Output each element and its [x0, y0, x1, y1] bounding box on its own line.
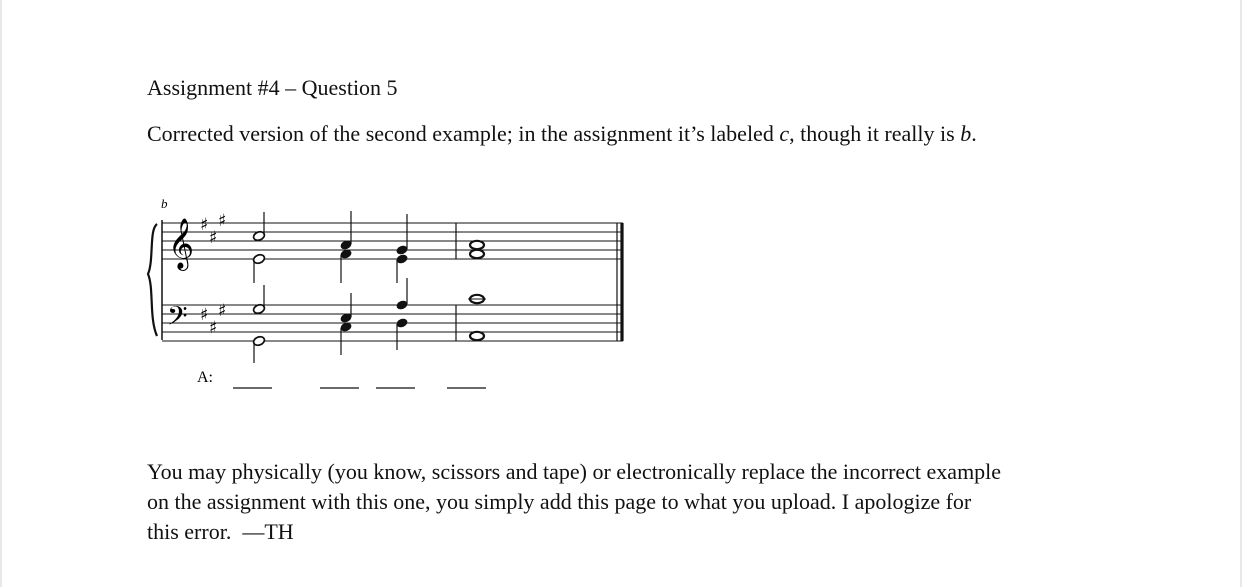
intro-label-c: c — [779, 121, 790, 146]
key-sharp-g-bass: ♯ — [218, 301, 227, 321]
chord-1 — [252, 212, 265, 363]
example-label: b — [161, 196, 168, 211]
bass-staff — [162, 305, 623, 341]
key-sharp-f-treble: ♯ — [200, 215, 209, 235]
closing-line-1: You may physically (you know, scissors and tape) or electronically replace the incorrect example — [147, 459, 1002, 484]
key-label: A: — [197, 369, 213, 386]
score-svg — [140, 190, 640, 400]
key-sharp-g-treble: ♯ — [218, 211, 227, 231]
chord-4 — [468, 241, 486, 340]
chord-2 — [339, 211, 352, 355]
intro-text-1: Corrected version of the second example; in the assignment it’s labeled — [147, 121, 780, 146]
key-sharp-c-treble: ♯ — [209, 228, 218, 248]
intro-label-b: b — [960, 121, 972, 146]
closing-line-2: on the assignment with this one, you simply add this page to what you upload. I apologize for — [147, 489, 972, 514]
page-edge-left — [0, 0, 2, 587]
intro-text-3: . — [971, 121, 977, 146]
intro-text-2: , though it really is — [789, 121, 961, 146]
intro-paragraph — [147, 120, 977, 148]
key-sharp-c-bass: ♯ — [209, 318, 218, 338]
key-sharp-f-bass: ♯ — [200, 305, 209, 325]
chord-3 — [395, 214, 408, 350]
treble-staff — [162, 223, 623, 259]
closing-paragraph — [147, 457, 1127, 547]
treble-clef: 𝄞 — [168, 218, 195, 269]
music-example — [140, 190, 640, 405]
bass-clef: 𝄢 — [167, 300, 188, 338]
page-title: Assignment #4 – Question 5 — [147, 75, 398, 100]
brace — [148, 224, 157, 336]
closing-line-3: this error. —TH — [147, 519, 294, 544]
